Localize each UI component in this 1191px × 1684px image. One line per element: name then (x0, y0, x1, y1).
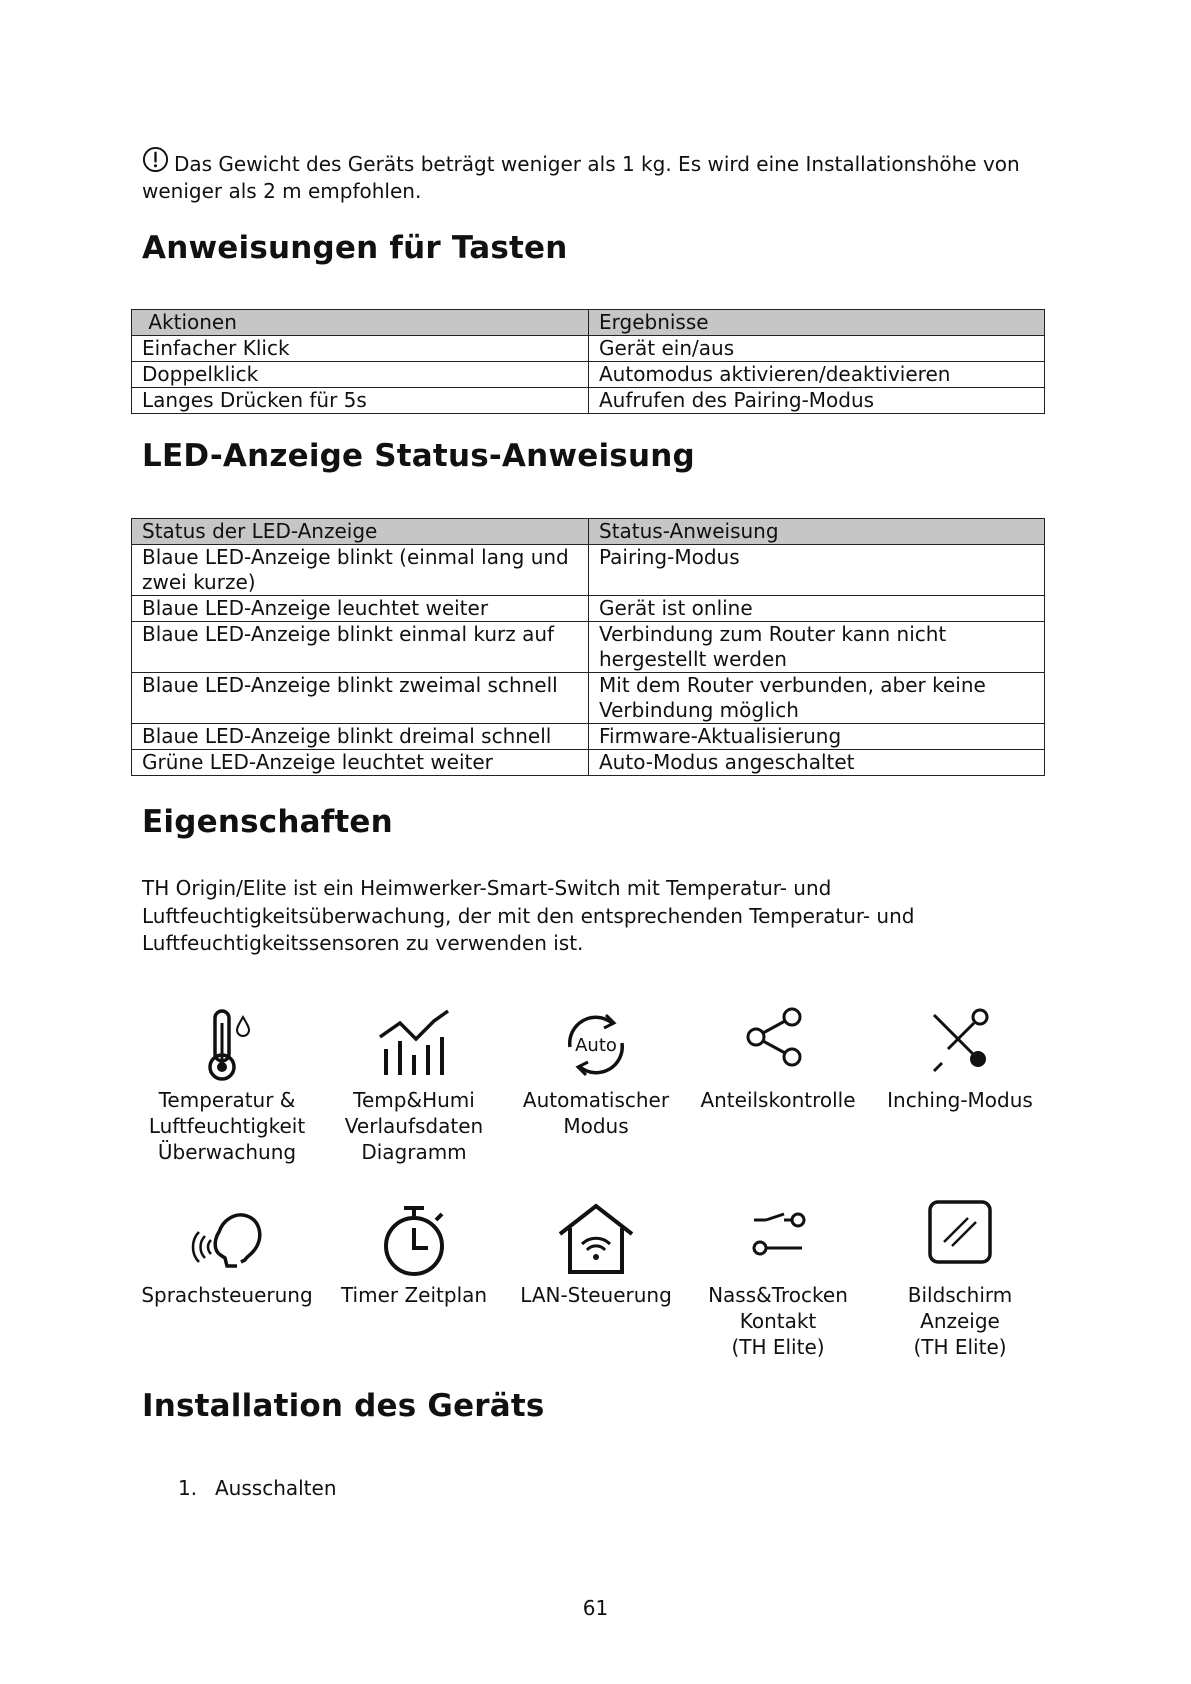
table-row (132, 336, 1045, 362)
history-chart-icon (372, 1003, 456, 1087)
share-icon (736, 1003, 820, 1087)
feature-voice (137, 1198, 317, 1308)
feature-dry-contact (688, 1198, 868, 1360)
auto-mode-icon (554, 1003, 638, 1087)
table-header-row (132, 519, 1045, 545)
table-row (132, 362, 1045, 388)
dry-contact-icon (736, 1198, 820, 1282)
table-cell: Blaue LED-Anzeige blinkt (einmal lang und zwei kurze) (132, 545, 589, 596)
feature-label: Inching-Modus (887, 1088, 1033, 1112)
led-status-table (131, 518, 1045, 776)
table-row (132, 596, 1045, 622)
feature-label: Temperatur & Luftfeuchtigkeit Überwachung (148, 1088, 306, 1164)
feature-label: Sprachsteuerung (141, 1283, 313, 1307)
table-cell: Blaue LED-Anzeige blinkt dreimal schnell (132, 724, 589, 750)
step-number: 1. (178, 1476, 198, 1500)
page-number: 61 (582, 1596, 609, 1620)
section-title-tasten: Anweisungen für Tasten (142, 230, 568, 266)
table-cell: Gerät ein/aus (589, 336, 1045, 362)
warning-circle-icon (142, 146, 169, 173)
table-cell: Mit dem Router verbunden, aber keine Verbindung möglich (589, 673, 1045, 724)
table-cell: Aufrufen des Pairing-Modus (589, 388, 1045, 414)
section-title-installation: Installation des Geräts (142, 1388, 545, 1424)
button-instructions-table (131, 309, 1045, 414)
feature-inching (870, 1003, 1050, 1113)
table-cell: Automodus aktivieren/deaktivieren (589, 362, 1045, 388)
inching-switch-icon (918, 1003, 1002, 1087)
weight-note-text: Das Gewicht des Geräts beträgt weniger als 1 kg. Es wird eine Installationshöhe von weniger als 2 m empfohlen. (142, 152, 1020, 203)
table-row (132, 545, 1045, 596)
table-cell: Pairing-Modus (589, 545, 1045, 596)
feature-share (688, 1003, 868, 1113)
eigenschaften-paragraph: TH Origin/Elite ist ein Heimwerker-Smart-Switch mit Temperatur- und Luftfeuchtigkeitsüberwachung, der mit den entsprechenden Temperatur- und Luftfeuchtigkeitssensoren zu verwenden ist. (142, 876, 915, 955)
feature-label: Nass&Trocken Kontakt (TH Elite) (708, 1283, 848, 1359)
table-cell: Firmware-Aktualisierung (589, 724, 1045, 750)
feature-label: Temp&Humi Verlaufsdaten Diagramm (344, 1088, 484, 1164)
feature-history-chart (324, 1003, 504, 1165)
table-row (132, 673, 1045, 724)
header-ergebnisse: Ergebnisse (589, 310, 1045, 336)
lan-home-icon (554, 1198, 638, 1282)
table-row (132, 724, 1045, 750)
screen-display-icon (918, 1198, 1002, 1282)
section-title-led: LED-Anzeige Status-Anweisung (142, 438, 695, 474)
feature-timer (324, 1198, 504, 1308)
step-text: Ausschalten (215, 1476, 337, 1500)
table-cell: Doppelklick (132, 362, 589, 388)
feature-label: Anteilskontrolle (700, 1088, 856, 1112)
timer-icon (372, 1198, 456, 1282)
table-cell: Verbindung zum Router kann nicht hergestellt werden (589, 622, 1045, 673)
table-cell: Einfacher Klick (132, 336, 589, 362)
table-cell: Blaue LED-Anzeige leuchtet weiter (132, 596, 589, 622)
feature-label: Automatischer Modus (522, 1088, 670, 1138)
table-row (132, 750, 1045, 776)
list-item (178, 1476, 337, 1500)
header-aktionen: Aktionen (132, 310, 589, 336)
header-led-status: Status der LED-Anzeige (132, 519, 589, 545)
installation-steps (178, 1476, 337, 1500)
feature-screen (870, 1198, 1050, 1360)
feature-lan (506, 1198, 686, 1308)
table-cell: Grüne LED-Anzeige leuchtet weiter (132, 750, 589, 776)
table-cell: Gerät ist online (589, 596, 1045, 622)
feature-label: Bildschirm Anzeige (TH Elite) (907, 1283, 1013, 1359)
table-row (132, 622, 1045, 673)
svg-text:Auto: Auto (575, 1035, 617, 1056)
table-cell: Langes Drücken für 5s (132, 388, 589, 414)
table-cell: Blaue LED-Anzeige blinkt zweimal schnell (132, 673, 589, 724)
feature-label: LAN-Steuerung (520, 1283, 672, 1307)
table-cell: Blaue LED-Anzeige blinkt einmal kurz auf (132, 622, 589, 673)
feature-temperature (137, 1003, 317, 1165)
table-header-row (132, 310, 1045, 336)
thermometer-drop-icon (185, 1003, 269, 1087)
header-status-anweisung: Status-Anweisung (589, 519, 1045, 545)
feature-auto-mode (506, 1003, 686, 1139)
table-row (132, 388, 1045, 414)
voice-control-icon (185, 1198, 269, 1282)
feature-label: Timer Zeitplan (340, 1283, 488, 1307)
section-title-eigenschaften: Eigenschaften (142, 804, 393, 840)
weight-note (142, 146, 1042, 205)
table-cell: Auto-Modus angeschaltet (589, 750, 1045, 776)
